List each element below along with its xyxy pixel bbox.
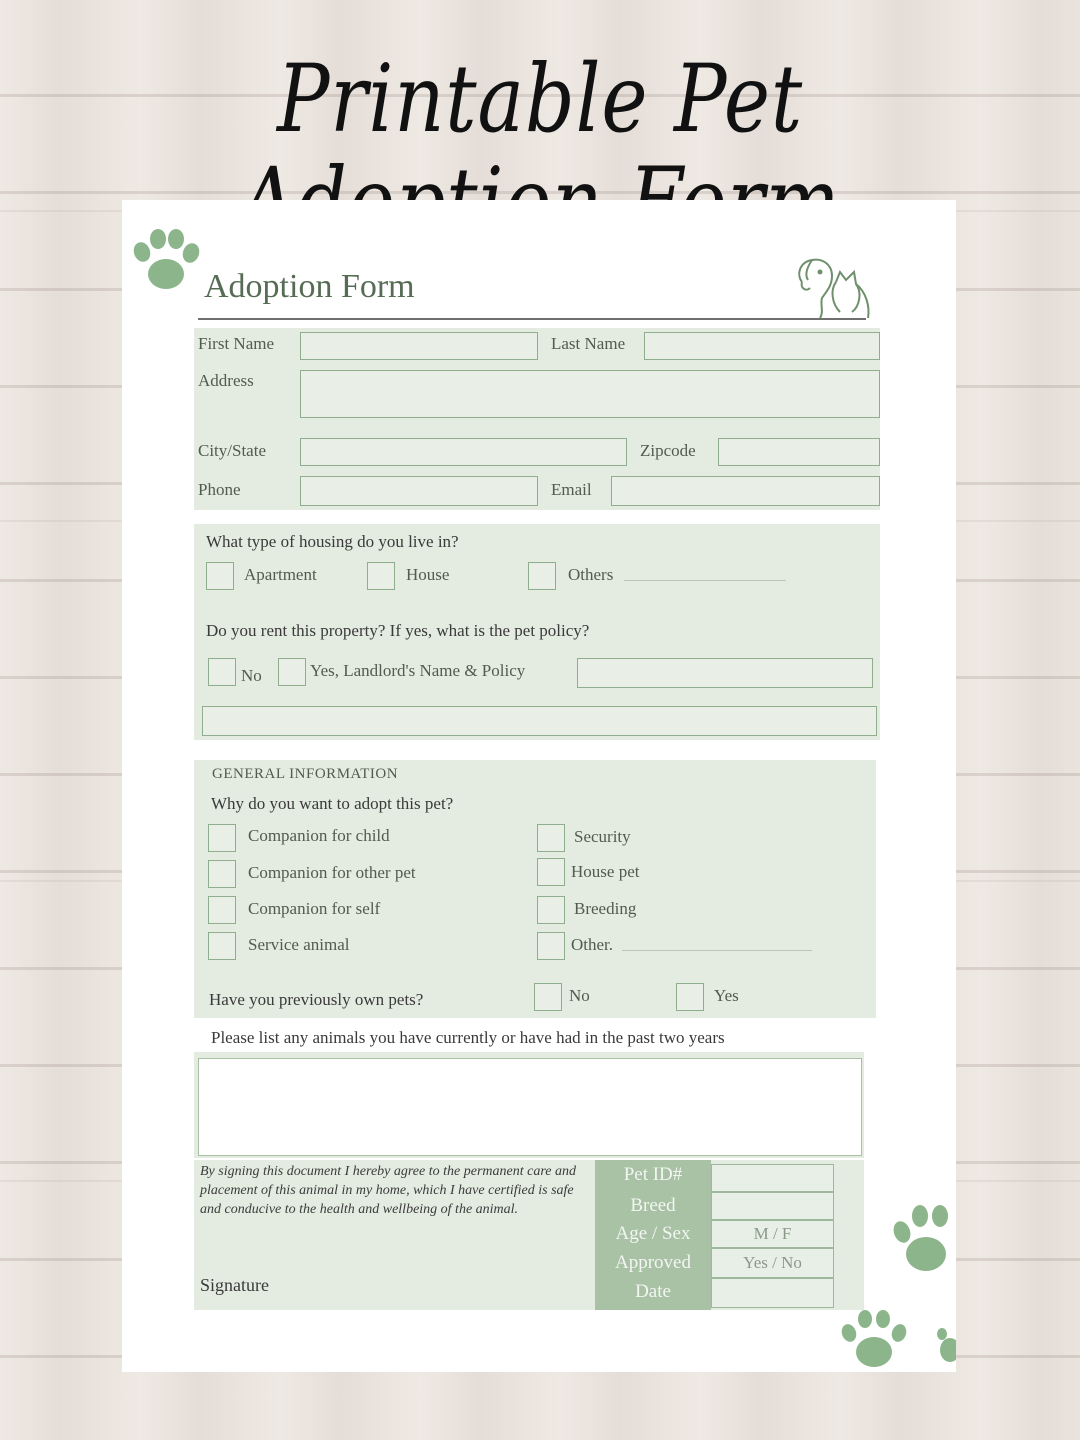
- terms-text: By signing this document I hereby agree to the permanent care and placement of this animal in my home, which I have certified is safe and conducive to the health and wellbeing of the animal.: [200, 1164, 576, 1217]
- dog-cat-icon: [790, 252, 874, 322]
- address-label: Address: [198, 371, 254, 390]
- prev-yes-label: Yes: [714, 986, 739, 1005]
- paw-icon: [934, 1326, 956, 1366]
- others-checkbox[interactable]: [528, 562, 556, 590]
- pet-id-field[interactable]: [711, 1164, 834, 1192]
- reason-checkbox[interactable]: [537, 896, 565, 924]
- sex-value: M / F: [753, 1224, 792, 1243]
- title-divider: [198, 318, 866, 320]
- approved-value: Yes / No: [743, 1253, 802, 1272]
- apartment-checkbox[interactable]: [206, 562, 234, 590]
- first-name-label: First Name: [198, 334, 275, 353]
- general-section: [194, 760, 876, 1018]
- paw-icon: [128, 228, 204, 294]
- paw-icon: [834, 1308, 914, 1372]
- reason-checkbox[interactable]: [537, 932, 565, 960]
- adopt-question: Why do you want to adopt this pet?: [211, 794, 454, 813]
- rent-no-label: No: [241, 666, 262, 685]
- house-checkbox[interactable]: [367, 562, 395, 590]
- email-field[interactable]: [611, 476, 880, 506]
- phone-field[interactable]: [300, 476, 538, 506]
- phone-label: Phone: [198, 480, 241, 499]
- prev-pets-question: Have you previously own pets?: [209, 990, 424, 1009]
- reason-checkbox[interactable]: [208, 932, 236, 960]
- banner-title: Printable Pet: [276, 45, 804, 154]
- paw-icon: [892, 1200, 962, 1286]
- rent-no-checkbox[interactable]: [208, 658, 236, 686]
- general-heading: GENERAL INFORMATION: [212, 766, 399, 782]
- rent-yes-checkbox[interactable]: [278, 658, 306, 686]
- city-state-label: City/State: [198, 441, 266, 460]
- rent-question: Do you rent this property? If yes, what is the pet policy?: [206, 621, 590, 640]
- reason-label: Companion for child: [248, 826, 390, 845]
- last-name-label: Last Name: [551, 334, 626, 353]
- date-label: Date: [635, 1281, 671, 1302]
- form-title: Adoption Form: [204, 268, 415, 305]
- zipcode-label: Zipcode: [640, 441, 696, 460]
- age-sex-label: Age / Sex: [615, 1223, 691, 1244]
- reason-label: Companion for self: [248, 899, 381, 918]
- reason-label: Companion for other pet: [248, 863, 416, 882]
- pet-policy-field[interactable]: [202, 706, 877, 736]
- first-name-field[interactable]: [300, 332, 538, 360]
- rent-yes-label: Yes, Landlord's Name & Policy: [310, 661, 526, 680]
- others-line: [624, 580, 786, 581]
- housing-section: [194, 524, 880, 740]
- others-label: Others: [568, 565, 614, 584]
- reason-label: Service animal: [248, 935, 350, 954]
- reason-label: Breeding: [574, 899, 637, 918]
- agreement-section: [194, 1160, 864, 1310]
- address-field[interactable]: [300, 370, 880, 418]
- reason-label: House pet: [571, 862, 640, 881]
- email-label: Email: [551, 480, 592, 499]
- contact-section: [194, 328, 880, 510]
- form-page: [122, 200, 956, 1372]
- reason-label: Security: [574, 827, 631, 846]
- prev-no-label: No: [569, 986, 590, 1005]
- reason-checkbox[interactable]: [208, 860, 236, 888]
- housing-question: What type of housing do you live in?: [206, 532, 459, 551]
- prev-no-checkbox[interactable]: [534, 983, 562, 1011]
- breed-field[interactable]: [711, 1192, 834, 1220]
- date-field[interactable]: [711, 1278, 834, 1308]
- reason-label: Other.: [571, 935, 614, 954]
- pet-table: [595, 1160, 711, 1310]
- reason-checkbox[interactable]: [208, 896, 236, 924]
- zipcode-field[interactable]: [718, 438, 880, 466]
- animals-textarea[interactable]: [198, 1058, 862, 1156]
- prev-yes-checkbox[interactable]: [676, 983, 704, 1011]
- breed-label: Breed: [630, 1195, 676, 1216]
- city-state-field[interactable]: [300, 438, 627, 466]
- reason-checkbox[interactable]: [537, 824, 565, 852]
- animals-section: [194, 1052, 864, 1158]
- animals-prompt: Please list any animals you have currently or have had in the past two years: [211, 1028, 725, 1047]
- pet-id-label: Pet ID#: [623, 1164, 683, 1185]
- apartment-label: Apartment: [244, 565, 317, 584]
- approved-label: Approved: [615, 1252, 691, 1273]
- reason-checkbox[interactable]: [208, 824, 236, 852]
- landlord-field[interactable]: [577, 658, 873, 688]
- last-name-field[interactable]: [644, 332, 880, 360]
- signature-label: Signature: [200, 1275, 269, 1295]
- reason-checkbox[interactable]: [537, 858, 565, 886]
- other-reason-line: [622, 950, 812, 951]
- house-label: House: [406, 565, 450, 584]
